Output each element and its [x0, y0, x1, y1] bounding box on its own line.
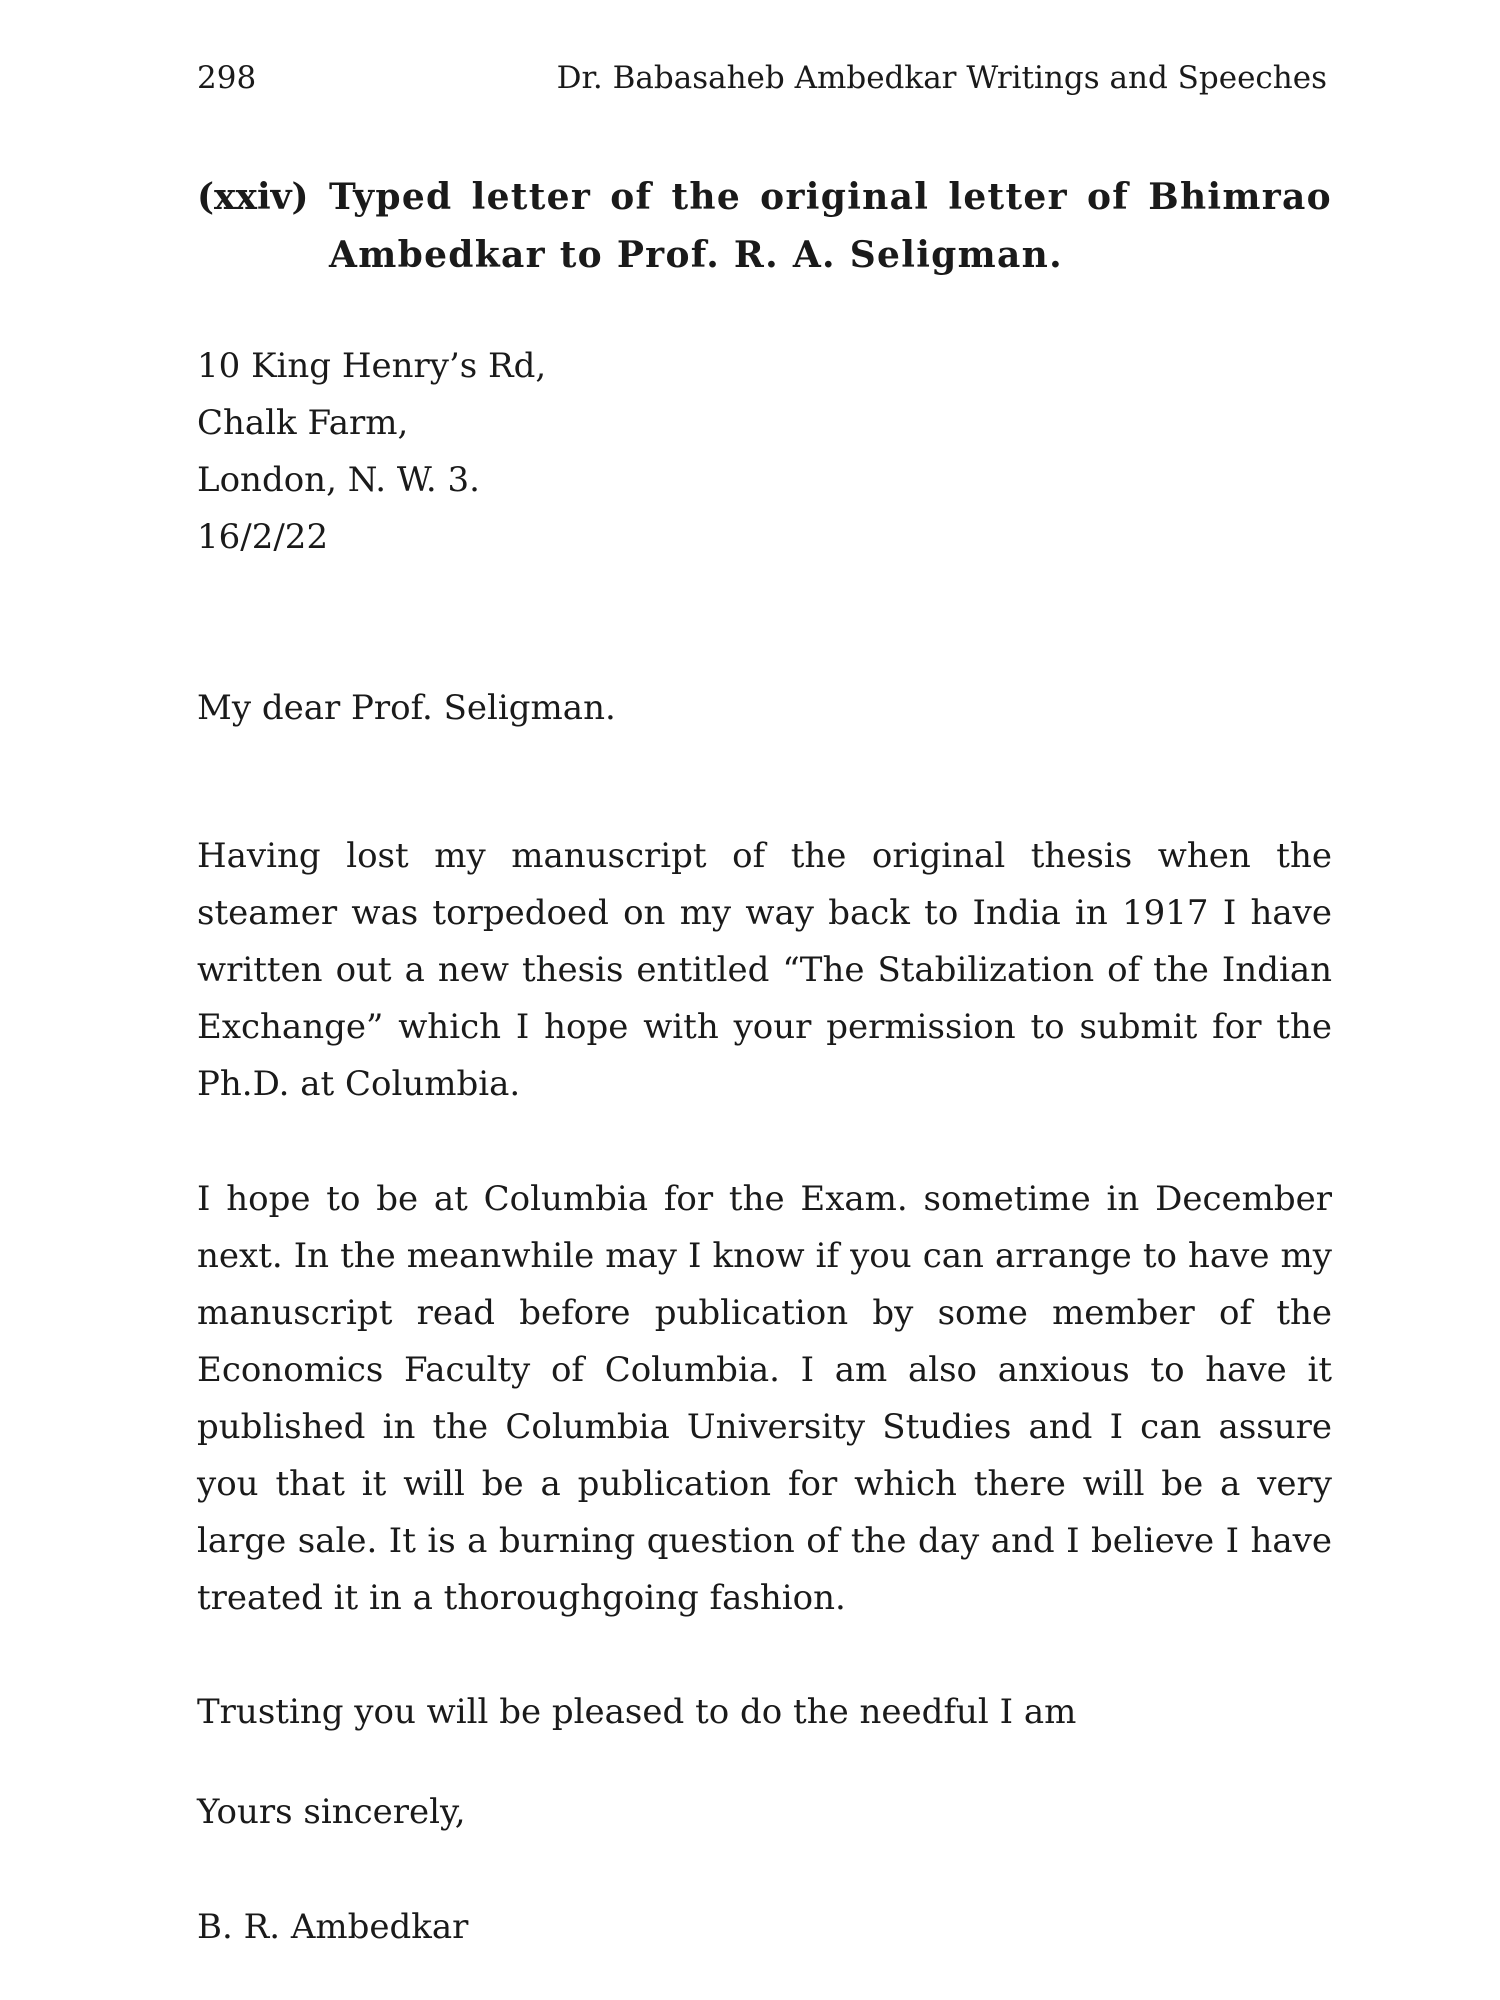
section-numeral: (xxiv) [197, 176, 309, 218]
letter-paragraph: Having lost my manuscript of the original thesis when the steamer was torpedoed on my way back to India in 1917 I have written out a new thesis entitled “The Stabilization of the Indian Exchange” which I hope with your permission to submit for the Ph.D. at Columbia. [197, 836, 1332, 1104]
section-heading [197, 168, 1332, 284]
letter-paragraph: Trusting you will be pleased to do the needful I am [197, 1692, 1077, 1732]
page-number: 298 [197, 60, 257, 96]
book-title: Dr. Babasaheb Ambedkar Writings and Speeches [556, 60, 1327, 96]
address-line-district: Chalk Farm, [197, 403, 409, 443]
address-line-street: 10 King Henry’s Rd, [197, 346, 547, 386]
letter-paragraph: I hope to be at Columbia for the Exam. sometime in December next. In the meanwhile may I know if you can arrange to have my manuscript read before publication by some member of the Economics Faculty of Columbia. I am also anxious to have it published in the Columbia University Studies and I can assure you that it will be a publication for which there will be a very large sale. It is a burning question of the day and I believe I have treated it in a thoroughgoing fashion. [197, 1179, 1332, 1618]
salutation: My dear Prof. Seligman. [197, 688, 616, 728]
letter-date: 16/2/22 [197, 517, 329, 557]
signature: B. R. Ambedkar [197, 1907, 469, 1947]
address-line-city: London, N. W. 3. [197, 460, 480, 500]
complimentary-close: Yours sincerely, [197, 1792, 466, 1832]
sender-address [197, 338, 546, 566]
running-head [197, 58, 1327, 98]
section-title: Typed letter of the original letter of Bhimrao Ambedkar to Prof. R. A. Seligman. [329, 176, 1332, 276]
